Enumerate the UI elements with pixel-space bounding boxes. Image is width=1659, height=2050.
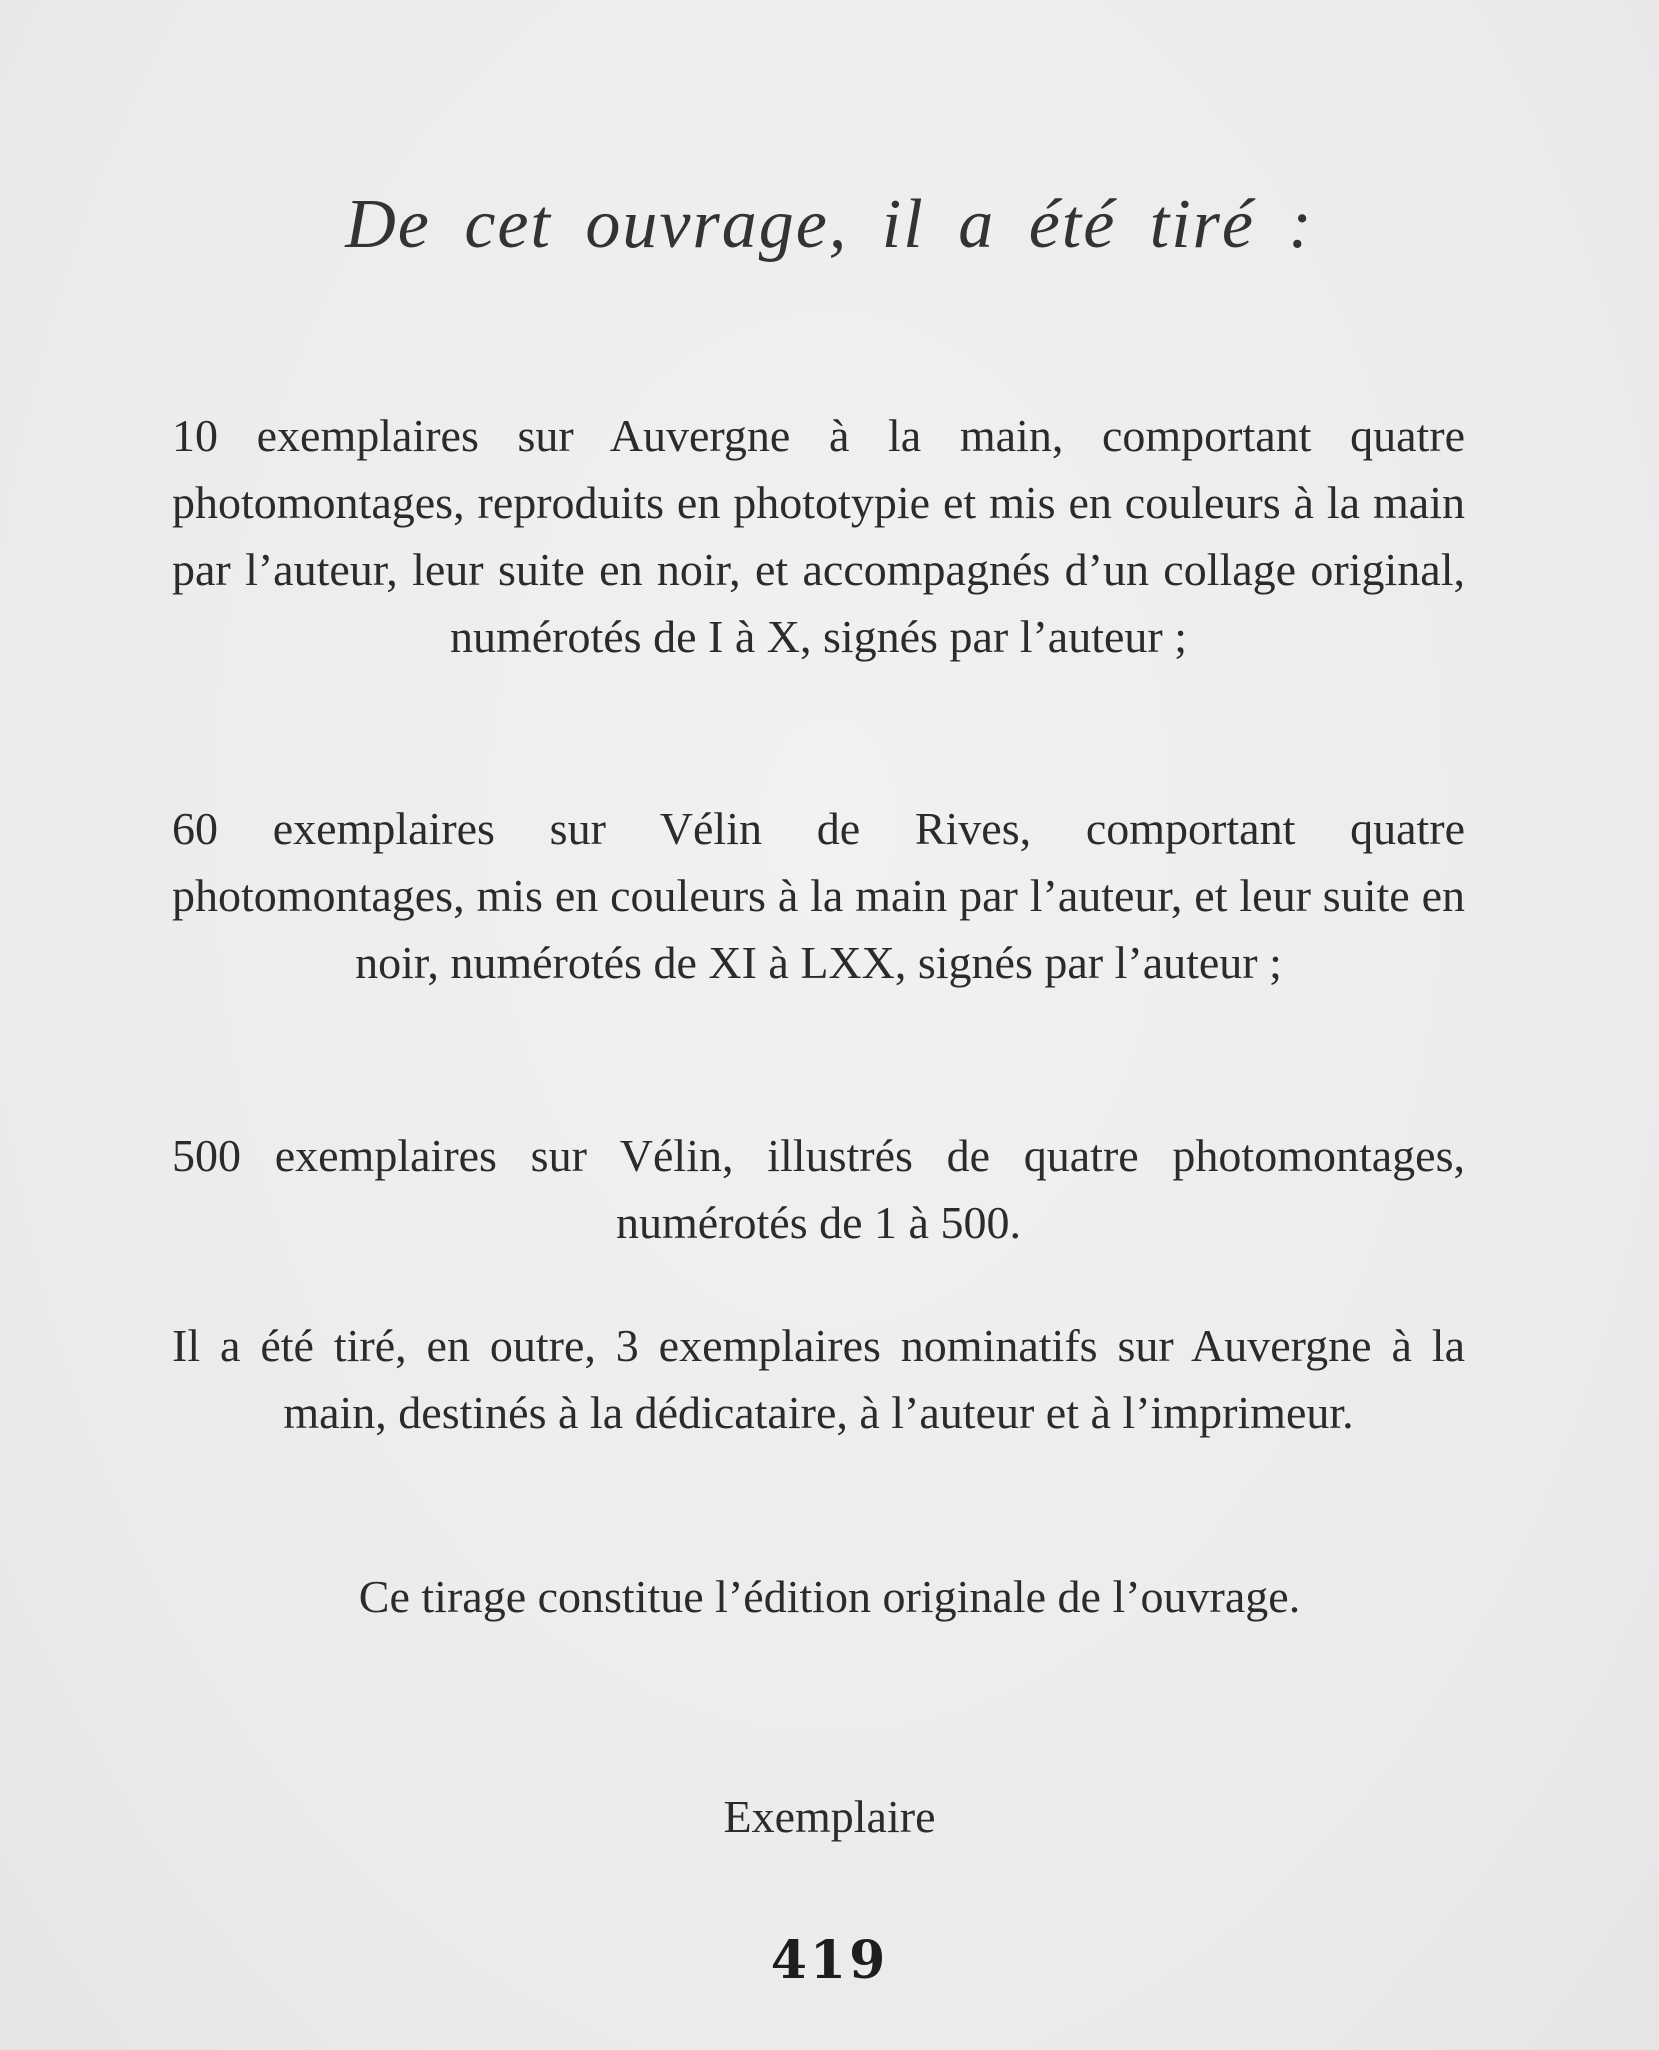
copy-number: 419 (770, 1930, 889, 1991)
nominative-copies-paragraph: Il a été tiré, en outre, 3 exemplaires nominatifs sur Auvergne à la main, destinés à la dédicataire, à l’auteur et à l’imprimeur. (172, 1320, 1465, 1438)
edition-velin-paragraph: 500 exemplaires sur Vélin, illustrés de quatre photomontages, numérotés de 1 à 500. (172, 1130, 1465, 1248)
copy-label: Exemplaire (723, 1791, 936, 1842)
colophon-heading: De cet ouvrage, il a été tiré : (345, 186, 1314, 263)
edition-velin-de-rives-paragraph: 60 exemplaires sur Vélin de Rives, comportant quatre photomontages, mis en couleurs à la main par l’auteur, et leur suite en noir, numérotés de XI à LXX, signés par l’auteur ; (172, 803, 1465, 988)
original-edition-statement: Ce tirage constitue l’édition originale de l’ouvrage. (358, 1571, 1301, 1622)
edition-auvergne-paragraph: 10 exemplaires sur Auvergne à la main, comportant quatre photomontages, reproduits en phototypie et mis en couleurs à la main par l’auteur, leur suite en noir, et accompagnés d’un collage original, numérotés de I à X, signés par l’auteur ; (172, 410, 1465, 662)
